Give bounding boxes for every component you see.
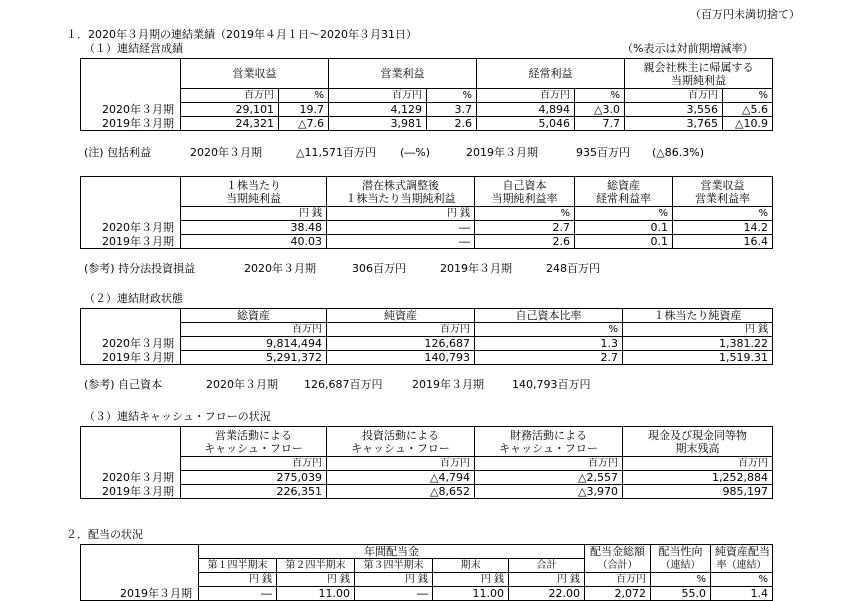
header-investing-cf — [327, 427, 475, 457]
header-total: 合計 — [509, 559, 585, 573]
cell: 2.7 — [475, 351, 623, 365]
header-blank — [81, 177, 181, 207]
header-bps: １株当たり純資産 — [623, 309, 773, 323]
unit: 百万円 — [475, 457, 623, 471]
unit-mil: 百万円 — [181, 89, 279, 103]
header-line: 営業利益率 — [695, 191, 750, 205]
table-row — [81, 221, 773, 235]
cell: 2.7 — [475, 221, 575, 235]
cell: 38.48 — [181, 221, 327, 235]
cell: 140,793 — [327, 351, 475, 365]
section-4-title: ２．配当の状況 — [66, 528, 143, 541]
row-label: 2019年３月期 — [81, 235, 181, 249]
cell: △5.6 — [723, 103, 773, 117]
cell: 11.00 — [277, 587, 355, 601]
cell: 4,129 — [329, 103, 427, 117]
cell: 1,252,884 — [623, 471, 773, 485]
header-line: キャッシュ・フロー — [351, 441, 450, 455]
cell: △4,794 — [327, 471, 475, 485]
unit-mil: 百万円 — [477, 89, 575, 103]
row-label: 2019年３月期 — [81, 587, 199, 601]
cell: △3,970 — [475, 485, 623, 499]
header-line: 自己資本 — [502, 178, 547, 192]
cell: 24,321 — [181, 117, 279, 131]
unit-row-blank — [81, 573, 199, 587]
header-dividend-net-assets-1: 純資産配当 — [711, 545, 773, 559]
cell: 14.2 — [673, 221, 773, 235]
cell: 985,197 — [623, 485, 773, 499]
ref-period-2: 2019年３月期 — [412, 378, 484, 391]
header-line: 潜在株式調整後 — [362, 178, 439, 192]
header-net-income-line2: 当期純利益 — [671, 73, 726, 87]
cell: △8,652 — [327, 485, 475, 499]
header-total-dividend-1: 配当金総額 — [585, 545, 651, 559]
header-line: 財務活動による — [510, 428, 587, 442]
cell: 7.7 — [575, 117, 625, 131]
row-label: 2020年３月期 — [81, 337, 181, 351]
cell: △10.9 — [723, 117, 773, 131]
note-period-2: 2019年３月期 — [466, 146, 538, 159]
unit: 百万円 — [181, 457, 327, 471]
cell: 40.03 — [181, 235, 327, 249]
cell: △7.6 — [279, 117, 329, 131]
cell: 5,291,372 — [181, 351, 327, 365]
unit: 百万円 — [327, 457, 475, 471]
header-line: キャッシュ・フロー — [204, 441, 303, 455]
header-roe — [475, 177, 575, 207]
note-value-2b: (△86.3%) — [652, 146, 704, 159]
header-line: 営業活動による — [215, 428, 292, 442]
cell: 2.6 — [475, 235, 575, 249]
cell: 1,519.31 — [623, 351, 773, 365]
cell: 3.7 — [427, 103, 477, 117]
cell: 275,039 — [181, 471, 327, 485]
header-equity-ratio: 自己資本比率 — [475, 309, 623, 323]
per-share-table — [80, 176, 773, 249]
cell: ― — [199, 587, 277, 601]
financial-position-table — [80, 308, 773, 365]
note-value-2: 935百万円 — [576, 146, 630, 159]
cell: △2,557 — [475, 471, 623, 485]
cell: 0.1 — [575, 221, 673, 235]
header-net-income — [625, 59, 773, 89]
ref-value-2: 248百万円 — [546, 262, 600, 275]
header-line: 期末残高 — [675, 441, 720, 455]
unit-pct: % — [279, 89, 329, 103]
comprehensive-income-label: (注) 包括利益 — [84, 146, 152, 159]
operating-results-table — [80, 58, 773, 131]
equity-capital-label: (参考) 自己資本 — [84, 378, 163, 391]
unit: 百万円 — [623, 457, 773, 471]
cell: 16.4 — [673, 235, 773, 249]
cell: △3.0 — [575, 103, 625, 117]
cell: 1,381.22 — [623, 337, 773, 351]
header-line: キャッシュ・フロー — [499, 441, 598, 455]
unit: % — [475, 207, 575, 221]
ref-value-1: 126,687百万円 — [304, 378, 383, 391]
cash-flow-table — [80, 426, 773, 499]
table-row — [81, 485, 773, 499]
unit-row-blank — [81, 89, 181, 103]
header-blank — [81, 545, 199, 559]
cell: 3,765 — [625, 117, 723, 131]
section-1-subtitle: （１）連結経営成績 — [84, 42, 183, 55]
unit-pct: % — [723, 89, 773, 103]
cell: 22.00 — [509, 587, 585, 601]
header-operating-income: 営業利益 — [329, 59, 477, 89]
section-2-title: （２）連結財政状態 — [84, 292, 183, 305]
cell: 19.7 — [279, 103, 329, 117]
unit-pct: % — [575, 89, 625, 103]
header-financing-cf — [475, 427, 623, 457]
header-diluted-eps — [327, 177, 475, 207]
row-label: 2019年３月期 — [81, 117, 181, 131]
header-blank — [81, 59, 181, 89]
header-roa — [575, 177, 673, 207]
header-blank — [81, 559, 199, 573]
unit: 円 銭 — [181, 207, 327, 221]
header-q2: 第２四半期末 — [277, 559, 355, 573]
header-line: 経常利益率 — [596, 191, 651, 205]
header-dividend-net-assets-2: 率（連結） — [711, 559, 773, 573]
header-operating-revenue: 営業収益 — [181, 59, 329, 89]
header-blank — [81, 427, 181, 457]
cell: 4,894 — [477, 103, 575, 117]
unit: 円 銭 — [327, 207, 475, 221]
header-q3: 第３四半期末 — [355, 559, 433, 573]
ref-value-2: 140,793百万円 — [512, 378, 591, 391]
header-line: 当期純利益 — [226, 191, 281, 205]
unit: 円 銭 — [199, 573, 277, 587]
header-total-assets: 総資産 — [181, 309, 327, 323]
cell: 5,046 — [477, 117, 575, 131]
table-row — [81, 235, 773, 249]
table-row — [81, 103, 773, 117]
header-payout-ratio-2: （連結） — [651, 559, 711, 573]
equity-method-label: (参考) 持分法投資損益 — [84, 262, 196, 275]
unit: 百万円 — [181, 323, 327, 337]
cell: ― — [327, 221, 475, 235]
percentage-note: （%表示は対前期増減率） — [622, 42, 754, 55]
header-year-end: 期末 — [433, 559, 509, 573]
ref-period-1: 2020年３月期 — [206, 378, 278, 391]
table-row — [81, 351, 773, 365]
ref-value-1: 306百万円 — [352, 262, 406, 275]
cell: 1.4 — [711, 587, 773, 601]
cell: 2.6 — [427, 117, 477, 131]
header-annual-dividend: 年間配当金 — [199, 545, 585, 559]
cell: 9,814,494 — [181, 337, 327, 351]
section-3-title: （３）連結キャッシュ・フローの状況 — [84, 410, 271, 423]
cell: 126,687 — [327, 337, 475, 351]
cell: 3,981 — [329, 117, 427, 131]
row-label: 2020年３月期 — [81, 221, 181, 235]
unit: % — [651, 573, 711, 587]
unit-pct: % — [427, 89, 477, 103]
cell: 3,556 — [625, 103, 723, 117]
note-period-1: 2020年３月期 — [190, 146, 262, 159]
dividends-table — [80, 544, 773, 601]
header-line: 当期純利益率 — [491, 191, 558, 205]
unit: 百万円 — [327, 323, 475, 337]
table-row — [81, 117, 773, 131]
unit-mil: 百万円 — [625, 89, 723, 103]
row-label: 2019年３月期 — [81, 485, 181, 499]
section-1-title: １．2020年３月期の連結業績（2019年４月１日～2020年３月31日） — [66, 28, 417, 41]
unit: % — [575, 207, 673, 221]
header-q1: 第１四半期末 — [199, 559, 277, 573]
unit-row-blank — [81, 207, 181, 221]
table-row — [81, 587, 773, 601]
cell: ― — [355, 587, 433, 601]
header-line: １株当たり当期純利益 — [345, 191, 456, 205]
note-value-1: △11,571百万円 — [296, 146, 376, 159]
unit: 百万円 — [585, 573, 651, 587]
cell: 55.0 — [651, 587, 711, 601]
table-row — [81, 337, 773, 351]
unit-note: （百万円未満切捨て） — [690, 8, 800, 21]
ref-period-1: 2020年３月期 — [244, 262, 316, 275]
row-label: 2020年３月期 — [81, 103, 181, 117]
table-row — [81, 471, 773, 485]
cell: ― — [327, 235, 475, 249]
unit: 円 銭 — [623, 323, 773, 337]
header-net-income-line1: 親会社株主に帰属する — [643, 60, 754, 74]
cell: 0.1 — [575, 235, 673, 249]
ref-period-2: 2019年３月期 — [440, 262, 512, 275]
unit: 円 銭 — [509, 573, 585, 587]
note-value-1b: (―%) — [400, 146, 431, 159]
unit: 円 銭 — [277, 573, 355, 587]
header-operating-margin — [673, 177, 773, 207]
cell: 11.00 — [433, 587, 509, 601]
header-payout-ratio-1: 配当性向 — [651, 545, 711, 559]
cell: 1.3 — [475, 337, 623, 351]
cell: 226,351 — [181, 485, 327, 499]
header-operating-cf — [181, 427, 327, 457]
header-line: 総資産 — [607, 178, 640, 192]
row-label: 2020年３月期 — [81, 471, 181, 485]
header-line: 現金及び現金同等物 — [648, 428, 747, 442]
unit-row-blank — [81, 457, 181, 471]
header-total-dividend-2: （合計） — [585, 559, 651, 573]
unit: % — [673, 207, 773, 221]
unit: % — [475, 323, 623, 337]
cell: 29,101 — [181, 103, 279, 117]
unit-mil: 百万円 — [329, 89, 427, 103]
header-ordinary-income: 経常利益 — [477, 59, 625, 89]
header-cash-balance — [623, 427, 773, 457]
row-label: 2019年３月期 — [81, 351, 181, 365]
header-eps — [181, 177, 327, 207]
header-blank — [81, 309, 181, 323]
unit: 円 銭 — [355, 573, 433, 587]
cell: 2,072 — [585, 587, 651, 601]
header-line: １株当たり — [226, 178, 281, 192]
unit-row-blank — [81, 323, 181, 337]
header-line: 投資活動による — [362, 428, 439, 442]
unit: % — [711, 573, 773, 587]
header-line: 営業収益 — [700, 178, 745, 192]
header-net-assets: 純資産 — [327, 309, 475, 323]
unit: 円 銭 — [433, 573, 509, 587]
